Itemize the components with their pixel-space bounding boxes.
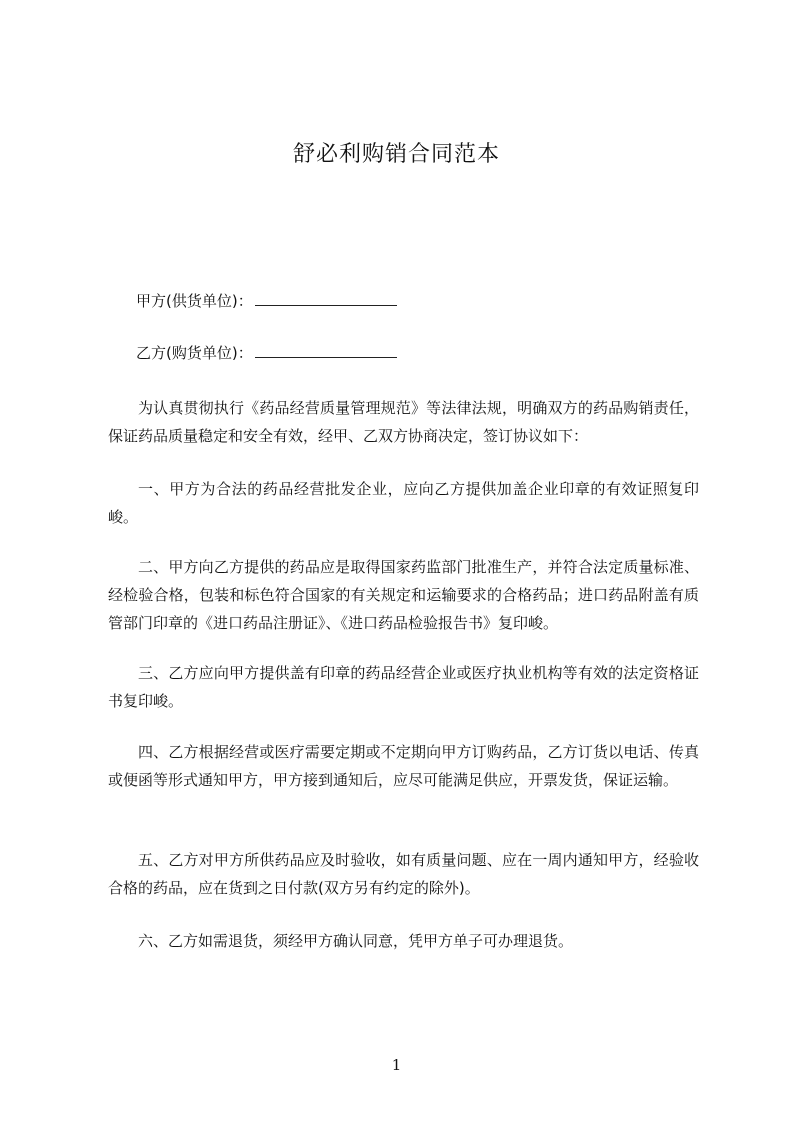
contract-clause-6: 六、乙方如需退货，须经甲方确认同意，凭甲方单子可办理退货。	[138, 932, 574, 950]
contract-clause-3: 三、乙方应向甲方提供盖有印章的药品经营企业或医疗执业机构等有效的法定资格证书复印峻。	[108, 664, 699, 710]
party-a-blank-line	[255, 291, 397, 306]
contract-clause-1: 一、甲方为合法的药品经营批发企业，应向乙方提供加盖企业印章的有效证照复印峻。	[108, 480, 699, 526]
page-number: 1	[391, 1056, 402, 1074]
contract-intro-paragraph: 为认真贯彻执行《药品经营质量管理规范》等法律法规，明确双方的药品购销责任，保证药品质量稳定和安全有效，经甲、乙双方协商决定，签订协议如下：	[108, 399, 699, 445]
party-b-blank-line	[255, 343, 397, 358]
party-b-label: 乙方(购货单位)：	[136, 344, 253, 362]
contract-clause-2: 二、甲方向乙方提供的药品应是取得国家药监部门批准生产，并符合法定质量标准、经检验合格，包装和标色符合国家的有关规定和运输要求的合格药品；进口药品附盖有质管部门印章的《进口药品注册证》、《进口药品检验报告书》复印峻。	[108, 558, 699, 632]
party-b-field	[136, 343, 397, 363]
contract-clause-4: 四、乙方根据经营或医疗需要定期或不定期向甲方订购药品，乙方订货以电话、传真或便函等形式通知甲方，甲方接到通知后，应尽可能满足供应，开票发货，保证运输。	[108, 743, 699, 789]
contract-clause-5: 五、乙方对甲方所供药品应及时验收，如有质量问题、应在一周内通知甲方，经验收合格的药品，应在货到之日付款(双方另有约定的除外)。	[108, 851, 699, 897]
document-title: 舒必利购销合同范本	[292, 142, 500, 167]
party-a-label: 甲方(供货单位)：	[136, 292, 253, 310]
party-a-field	[136, 291, 397, 311]
